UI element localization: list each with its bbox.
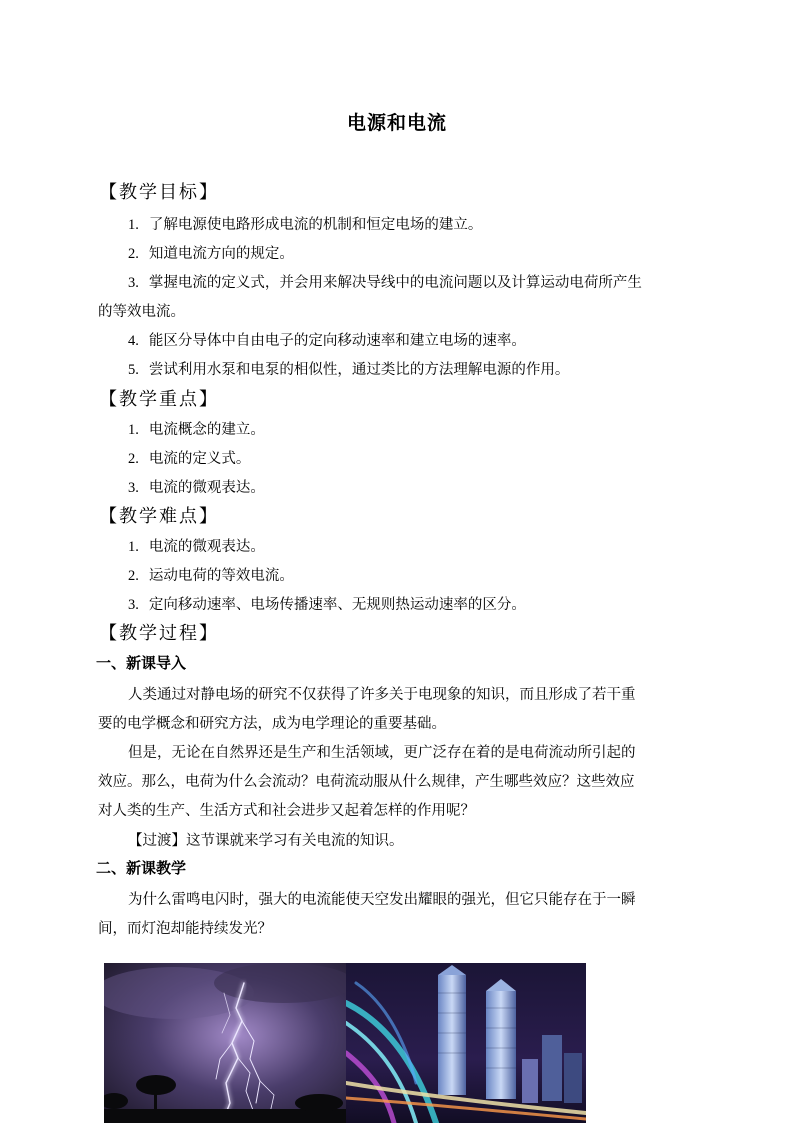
key-point-item: 3. 电流的微观表达。	[128, 480, 265, 496]
lightning-photo	[104, 963, 346, 1123]
paragraph-line: 要的电学概念和研究方法，成为电学理论的重要基础。	[98, 716, 446, 732]
key-point-item: 2. 电流的定义式。	[128, 451, 251, 467]
key-points-heading: 【教学重点】	[99, 389, 219, 410]
goal-item-continuation: 的等效电流。	[98, 304, 185, 320]
goal-item: 5. 尝试利用水泵和电泵的相似性，通过类比的方法理解电源的作用。	[128, 362, 570, 378]
section-title: 二、新课教学	[96, 859, 187, 877]
paragraph-line: 但是，无论在自然界还是生产和生活领域，更广泛存在着的是电荷流动所引起的	[128, 745, 636, 761]
paragraph-line: 人类通过对静电场的研究不仅获得了许多关于电现象的知识，而且形成了若干重	[128, 687, 636, 703]
paragraph-line: 为什么雷鸣电闪时，强大的电流能使天空发出耀眼的强光，但它只能存在于一瞬	[128, 892, 636, 908]
goal-item: 2. 知道电流方向的规定。	[128, 246, 294, 262]
goal-item: 3. 掌握电流的定义式，并会用来解决导线中的电流问题以及计算运动电荷所产生	[128, 275, 642, 291]
paragraph-line: 效应。那么，电荷为什么会流动？电荷流动服从什么规律，产生哪些效应？这些效应	[98, 774, 635, 790]
difficulty-item: 1. 电流的微观表达。	[128, 539, 265, 555]
city-night-photo	[346, 963, 586, 1123]
process-heading: 【教学过程】	[99, 623, 219, 644]
goal-item: 1. 了解电源使电路形成电流的机制和恒定电场的建立。	[128, 217, 483, 233]
key-point-item: 1. 电流概念的建立。	[128, 422, 265, 438]
goals-heading: 【教学目标】	[99, 182, 219, 203]
transition-line: 【过渡】这节课就来学习有关电流的知识。	[128, 833, 404, 849]
goal-item: 4. 能区分导体中自由电子的定向移动速率和建立电场的速率。	[128, 333, 526, 349]
difficulty-item: 3. 定向移动速率、电场传播速率、无规则热运动速率的区分。	[128, 597, 526, 613]
paragraph-line: 对人类的生产、生活方式和社会进步又起着怎样的作用呢？	[98, 803, 475, 819]
section-title: 一、新课导入	[96, 654, 187, 672]
paragraph-line: 间，而灯泡却能持续发光？	[98, 921, 272, 937]
difficulty-item: 2. 运动电荷的等效电流。	[128, 568, 294, 584]
difficulties-heading: 【教学难点】	[99, 506, 219, 527]
page-title: 电源和电流	[346, 112, 447, 134]
